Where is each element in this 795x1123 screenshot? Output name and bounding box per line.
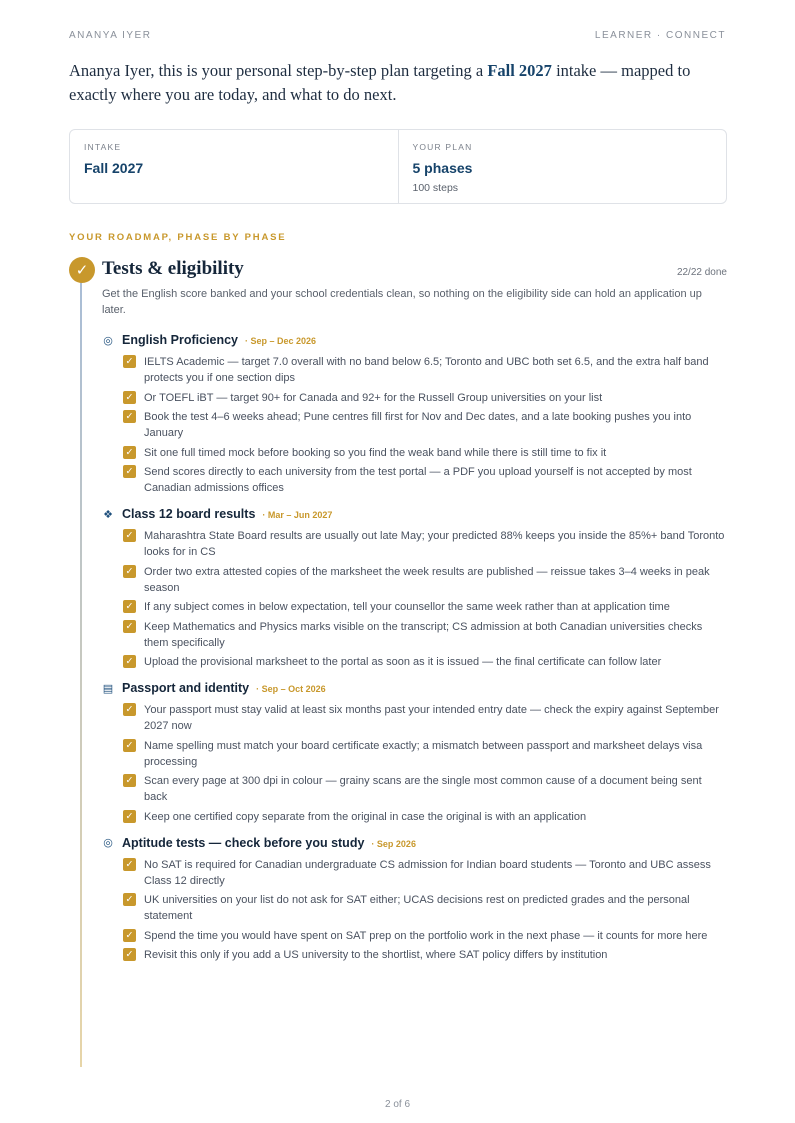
intro-paragraph [69, 59, 729, 107]
step-list [102, 857, 727, 964]
intake-value: Fall 2027 [84, 160, 144, 176]
step-group-name: English Proficiency [122, 333, 239, 347]
step-text: If any subject comes in below expectation, tell your counsellor the same week rather than at application time [144, 601, 670, 613]
checkbox-checked-icon[interactable]: ✓ [123, 929, 136, 942]
step-group-date: · Sep – Oct 2026 [256, 684, 326, 694]
step-text: Maharashtra State Board results are usually out late May; your predicted 88% keeps you inside the 85%+ band Toronto looks for in CS [144, 530, 725, 558]
step-item [123, 390, 727, 406]
step-list [102, 702, 727, 825]
step-item [123, 354, 727, 386]
step-item [123, 947, 727, 963]
checkbox-checked-icon[interactable]: ✓ [123, 600, 136, 613]
intake-card [70, 130, 398, 203]
step-item [123, 738, 727, 770]
checkbox-checked-icon[interactable]: ✓ [123, 391, 136, 404]
step-text: Or TOEFL iBT — target 90+ for Canada and 92+ for the Russell Group universities on your list [144, 391, 603, 404]
document-icon: ▤ [102, 682, 114, 695]
step-group-date: · Sep – Dec 2026 [245, 336, 317, 346]
step-item [123, 528, 727, 560]
step-text: Name spelling must match your board certificate exactly; a mismatch between passport and marksheet delays visa processing [144, 739, 703, 768]
step-text: Order two extra attested copies of the marksheet the week results are published — reissue takes 3–4 weeks in peak season [144, 565, 710, 594]
step-item [123, 619, 727, 651]
step-item [123, 809, 727, 825]
checkbox-checked-icon[interactable]: ✓ [123, 446, 136, 459]
brand-name: LEARNER · CONNECT [594, 30, 726, 41]
step-group-date: · Mar – Jun 2027 [262, 510, 333, 520]
step-group [102, 504, 727, 670]
step-group-header [102, 504, 727, 524]
step-item [123, 599, 727, 615]
checkbox-checked-icon[interactable]: ✓ [123, 739, 136, 752]
step-text: IELTS Academic — target 7.0 overall with no band below 6.5; Toronto and UBC both set 6.5, and the extra half band protects you if one section dips [144, 356, 709, 384]
step-group [102, 678, 727, 825]
step-group [102, 833, 727, 964]
step-text: Spend the time you would have spent on SAT prep on the portfolio work in the next phase — it counts for more here [144, 929, 708, 942]
step-group-header [102, 330, 727, 350]
checkbox-checked-icon[interactable]: ✓ [123, 355, 136, 368]
checkbox-checked-icon[interactable]: ✓ [123, 810, 136, 823]
step-item [123, 928, 727, 944]
target-icon: ◎ [103, 837, 113, 849]
step-text: UK universities on your list do not ask for SAT either; UCAS decisions rest on predicted grades and the personal statement [144, 894, 690, 922]
step-text: No SAT is required for Canadian undergraduate CS admission for Indian board students — Toronto and UBC assess Class 12 directly [144, 858, 711, 887]
intro-intake: Fall 2027 [487, 61, 552, 80]
step-groups [102, 330, 727, 971]
page-number: 2 of 6 [384, 1099, 411, 1110]
checkbox-checked-icon[interactable]: ✓ [123, 529, 136, 542]
roadmap-section-title: YOUR ROADMAP, PHASE BY PHASE [69, 232, 287, 243]
step-text: Book the test 4–6 weeks ahead; Pune centres fill first for Nov and Dec dates, and a late booking pushes you into January [144, 411, 692, 439]
summary-cards [69, 129, 727, 204]
checkbox-checked-icon[interactable]: ✓ [123, 703, 136, 716]
step-list [102, 354, 727, 496]
step-group [102, 330, 727, 496]
phase-title: Tests & eligibility [102, 258, 244, 279]
step-text: Keep one certified copy separate from the original in case the original is with an application [144, 810, 587, 823]
intake-label: INTAKE [84, 142, 122, 152]
step-text: Upload the provisional marksheet to the portal as soon as it is issued — the final certificate can follow later [144, 656, 662, 668]
target-icon: ◎ [103, 334, 113, 347]
checkbox-checked-icon[interactable]: ✓ [123, 465, 136, 478]
page-header [69, 30, 726, 41]
step-text: Revisit this only if you add a US university to the shortlist, where SAT policy differs by institution [144, 949, 608, 961]
step-item [123, 773, 727, 805]
plan-value: 5 phases [412, 160, 473, 176]
plan-steps: 100 steps [412, 182, 459, 194]
step-text: Your passport must stay valid at least six months past your intended entry date — check the expiry against September 2027 now [144, 704, 719, 732]
step-text: Scan every page at 300 dpi in colour — grainy scans are the single most common cause of a document being sent back [144, 775, 702, 803]
step-item [123, 445, 727, 461]
step-group-header [102, 833, 727, 853]
step-group-name: Class 12 board results [122, 507, 256, 521]
plan-label: YOUR PLAN [412, 142, 473, 152]
step-item [123, 857, 727, 889]
checkbox-checked-icon[interactable]: ✓ [123, 565, 136, 578]
step-item [123, 654, 727, 670]
intro-text-start: Ananya Iyer, this is your personal step-by-step plan targeting a [69, 61, 488, 80]
step-group-date: · Sep 2026 [371, 838, 416, 849]
checkbox-checked-icon[interactable]: ✓ [123, 620, 136, 633]
diamond-icon: ❖ [103, 508, 113, 521]
phase-complete-check-icon: ✓ [69, 257, 95, 283]
step-item [123, 564, 727, 596]
intro-text-end: intake — mapped to exactly where you are today, and what to do next. [69, 61, 691, 104]
phase-progress-count: 22/22 done [676, 267, 727, 278]
checkbox-checked-icon[interactable]: ✓ [123, 893, 136, 906]
step-item [123, 892, 727, 924]
step-group-name: Aptitude tests — check before you study [122, 835, 365, 850]
timeline-rail [80, 282, 82, 1067]
plan-card [398, 130, 727, 203]
step-item [123, 464, 727, 496]
step-group-name: Passport and identity [122, 681, 250, 695]
step-list [102, 528, 727, 670]
phase-description: Get the English score banked and your school credentials clean, so nothing on the eligibility side can hold an application up later. [102, 288, 702, 316]
checkbox-checked-icon[interactable]: ✓ [123, 410, 136, 423]
checkbox-checked-icon[interactable]: ✓ [123, 858, 136, 871]
student-name: ANANYA IYER [69, 30, 152, 41]
checkbox-checked-icon[interactable]: ✓ [123, 655, 136, 668]
step-text: Sit one full timed mock before booking so you find the weak band while there is still time to fix it [144, 446, 607, 459]
checkbox-checked-icon[interactable]: ✓ [123, 948, 136, 961]
step-item [123, 409, 727, 441]
step-item [123, 702, 727, 734]
step-group-header [102, 678, 727, 698]
step-text: Keep Mathematics and Physics marks visible on the transcript; CS admission at both Canadian universities checks them specifically [144, 620, 703, 649]
checkbox-checked-icon[interactable]: ✓ [123, 774, 136, 787]
step-text: Send scores directly to each university from the test portal — a PDF you upload yourself is not accepted by most Canadian admissions offices [144, 466, 692, 494]
